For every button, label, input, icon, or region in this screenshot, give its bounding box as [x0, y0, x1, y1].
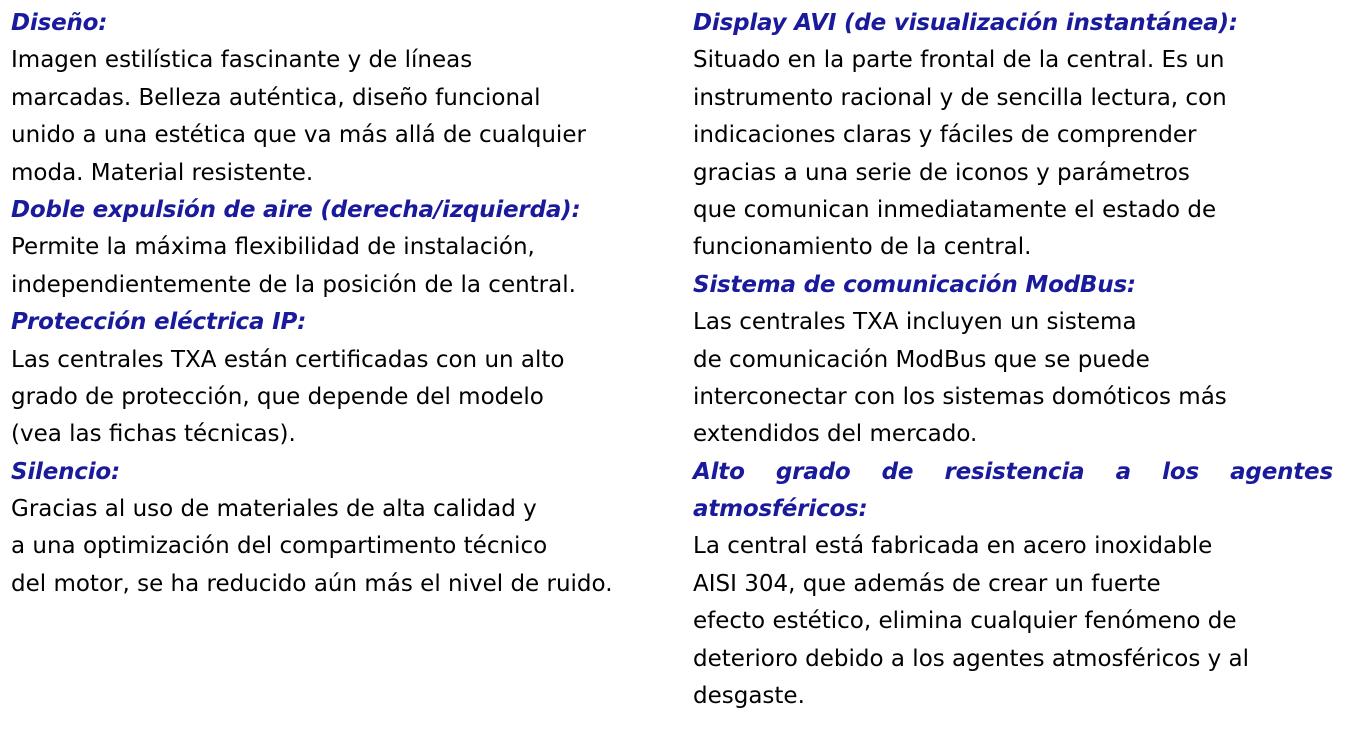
right-column [693, 5, 1333, 715]
body-line: instrumento racional y de sencilla lectura, con [693, 84, 1227, 111]
body-line: del motor, se ha reducido aún más el nivel de ruido. [11, 570, 613, 597]
body-line: grado de protección, que depende del modelo [11, 383, 544, 410]
body-line: de comunicación ModBus que se puede [693, 346, 1150, 373]
heading-word: grado [775, 458, 851, 485]
body-line: La central está fabricada en acero inoxidable [693, 533, 1213, 560]
section-heading: Display AVI (de visualización instantánea): [693, 10, 1238, 36]
body-line: marcadas. Belleza auténtica, diseño funcional [11, 84, 541, 111]
body-line: Imagen estilística fascinante y de líneas [11, 47, 473, 74]
body-line: independientemente de la posición de la central. [11, 271, 576, 298]
section-display-avi [693, 5, 1333, 267]
body-line: gracias a una serie de iconos y parámetros [693, 159, 1190, 186]
body-line: a una optimización del compartimento técnico [11, 533, 548, 560]
body-line: desgaste. [693, 683, 805, 710]
body-line: funcionamiento de la central. [693, 234, 1032, 261]
body-line: Permite la máxima flexibilidad de instalación, [11, 234, 535, 261]
body-line: moda. Material resistente. [11, 159, 314, 186]
body-line: AISI 304, que además de crear un fuerte [693, 570, 1161, 597]
section-modbus [693, 267, 1333, 454]
section-heading: Doble expulsión de aire (derecha/izquierda): [11, 196, 581, 223]
heading-word: resistencia [944, 458, 1085, 485]
section-proteccion-ip [11, 304, 679, 454]
section-heading: Protección eléctrica IP: [11, 309, 307, 336]
left-column [11, 5, 679, 603]
heading-word: a [1115, 458, 1131, 485]
section-resistencia-atmosferica [693, 454, 1333, 716]
heading-word: de [881, 458, 914, 485]
section-heading-justified [693, 454, 1333, 491]
body-line: efecto estético, elimina cualquier fenómeno de [693, 608, 1237, 635]
body-line: extendidos del mercado. [693, 421, 978, 448]
heading-word: Alto [693, 458, 745, 485]
section-doble-expulsion [11, 192, 679, 304]
section-heading: Sistema de comunicación ModBus: [693, 271, 1136, 298]
heading-word: los [1162, 458, 1199, 485]
heading-word: agentes [1230, 458, 1333, 485]
section-diseno [11, 5, 679, 192]
body-line: Las centrales TXA están certificadas con un alto [11, 346, 565, 373]
section-heading: Silencio: [11, 458, 121, 485]
body-line: que comunican inmediatamente el estado de [693, 196, 1217, 223]
section-heading-line2: atmosféricos: [693, 496, 868, 523]
body-line: interconectar con los sistemas domóticos más [693, 383, 1227, 410]
body-line: indicaciones claras y fáciles de comprender [693, 122, 1197, 149]
body-line: Gracias al uso de materiales de alta calidad y [11, 496, 537, 523]
body-line: (vea las fichas técnicas). [11, 421, 296, 448]
body-line: Situado en la parte frontal de la central. Es un [693, 47, 1225, 74]
section-heading: Diseño: [11, 10, 108, 36]
body-line: unido a una estética que va más allá de cualquier [11, 122, 586, 149]
section-silencio [11, 454, 679, 604]
body-line: Las centrales TXA incluyen un sistema [693, 309, 1137, 336]
body-line: deterioro debido a los agentes atmosféricos y al [693, 645, 1250, 672]
